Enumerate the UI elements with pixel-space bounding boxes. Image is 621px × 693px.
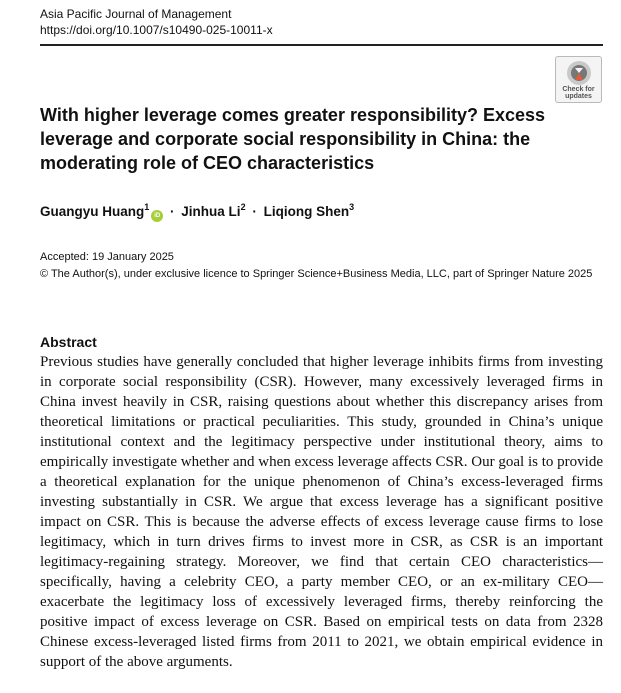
crossmark-icon: [566, 60, 592, 86]
author-affiliation: 3: [349, 201, 355, 212]
orcid-icon[interactable]: iD: [151, 210, 163, 222]
accepted-date: Accepted: 19 January 2025: [40, 251, 174, 263]
badge-line-2: updates: [565, 93, 592, 100]
journal-name: Asia Pacific Journal of Management: [40, 7, 232, 21]
badge-label: [556, 86, 601, 100]
author-affiliation: 2: [240, 201, 246, 212]
doi-link[interactable]: https://doi.org/10.1007/s10490-025-10011-x: [40, 23, 273, 37]
abstract-heading: Abstract: [40, 334, 97, 350]
abstract-text: Previous studies have generally concluded that higher leverage inhibits firms from investing in corporate social responsibility (CSR). However, many excessively leveraged firms in China invest heavily in CSR, raising questions about whether this discrepancy arises from theoretical limitations or practical peculiarities. This study, grounded in China’s unique institutional context and the legitimacy perspective under institutional theory, aims to empirically investigate whether and when excess leverage affects CSR. Our goal is to provide a theoretical explanation for the unique phenomenon of China’s excess-leveraged firms investing substantially in CSR. We argue that excess leverage has a significant positive impact on CSR. This is because the adverse effects of excess leverage cause firms to lose legitimacy, which in turn drives firms to invest more in CSR, as CSR is an important legitimacy-regaining strategy. Moreover, we find that certain CEO characteristics—specifically, having a celebrity CEO, a party member CEO, or an ex-military CEO—exacerbate the legitimacy loss of excessively leveraged firms, thereby reinforcing the positive impact of excess leverage on CSR. Based on empirical tests on data from 2328 Chinese excess-leveraged listed firms from 2011 to 2021, we obtain empirical evidence in support of the above arguments.: [40, 354, 603, 670]
author-affiliation: 1: [144, 201, 150, 212]
copyright-notice: © The Author(s), under exclusive licence to Springer Science+Business Media, LLC, part of Springer Nature 2025: [40, 268, 593, 280]
author-name[interactable]: Liqiong Shen: [263, 204, 350, 219]
article-title: With higher leverage comes greater responsibility? Excess leverage and corporate social responsibility in China: the moderating role of CEO characteristics: [40, 105, 546, 173]
author-separator: ·: [170, 204, 175, 219]
author-name[interactable]: Jinhua Li: [181, 204, 241, 219]
author-separator: ·: [252, 204, 257, 219]
author-list: [40, 202, 354, 222]
check-for-updates-badge[interactable]: [555, 56, 602, 103]
badge-line-1: Check for: [562, 86, 595, 93]
author-name[interactable]: Guangyu Huang: [40, 204, 145, 219]
header-divider: [40, 44, 603, 46]
